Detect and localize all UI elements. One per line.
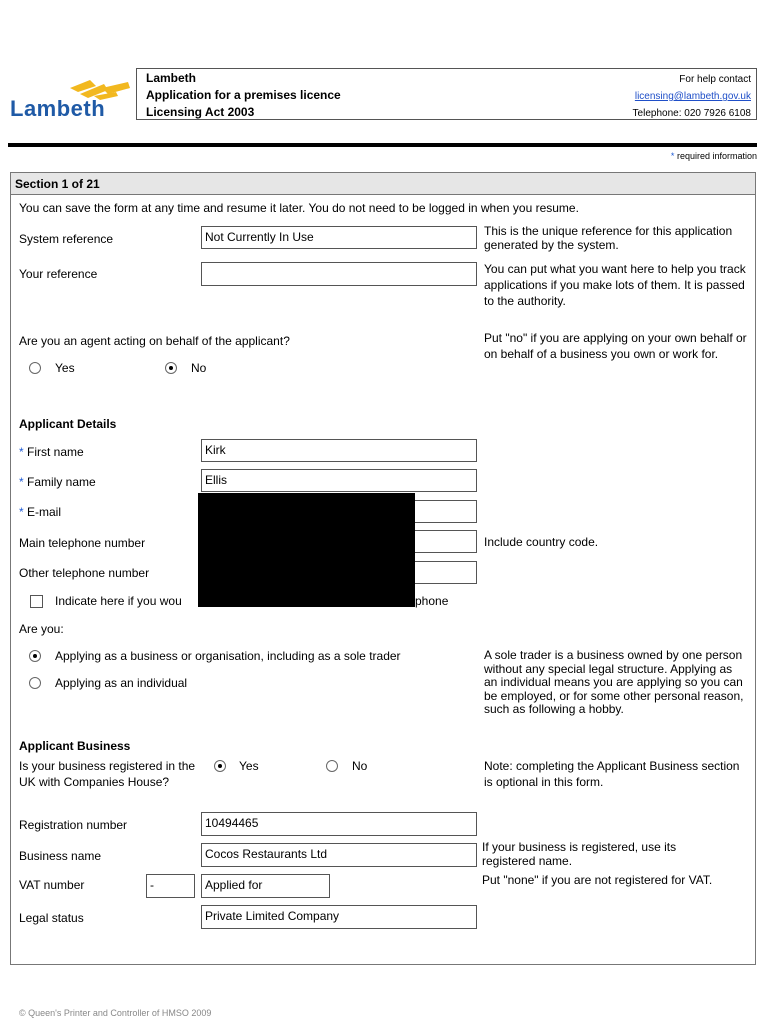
agent-no-label: No (191, 361, 207, 375)
lambeth-logo (8, 76, 133, 124)
first-name-field[interactable]: Kirk (201, 439, 477, 462)
applicant-business-note: Note: completing the Applicant Business section is optional in this form. (484, 759, 740, 789)
family-name-label: * Family name (19, 475, 96, 489)
agent-yes-radio[interactable] (29, 362, 41, 374)
system-reference-label: System reference (19, 232, 114, 246)
main-phone-label: Main telephone number (19, 536, 146, 550)
footer-copyright: © Queen's Printer and Controller of HMSO 2009 (19, 1008, 212, 1018)
agent-yes-label: Yes (55, 361, 75, 375)
section-title: Section 1 of 21 (15, 177, 100, 191)
legal-status-label: Legal status (19, 911, 84, 925)
individual-option-label: Applying as an individual (55, 676, 188, 690)
vat-number-field[interactable]: Applied for (201, 874, 330, 898)
registration-number-label: Registration number (19, 818, 128, 832)
your-reference-label: Your reference (19, 267, 98, 281)
main-phone-hint: Include country code. (484, 535, 599, 549)
header-rule (8, 143, 757, 147)
registered-yes-radio[interactable] (214, 760, 226, 772)
agent-no-radio[interactable] (165, 362, 177, 374)
business-option-radio[interactable] (29, 650, 41, 662)
other-phone-label: Other telephone number (19, 566, 150, 580)
header-box (136, 68, 757, 120)
registered-question: Is your business registered in the UK with Companies House? (19, 759, 196, 789)
your-reference-field[interactable] (201, 262, 477, 286)
help-email-link[interactable]: licensing@lambeth.gov.uk (634, 91, 751, 102)
first-name-label: * First name (19, 445, 84, 459)
individual-option-radio[interactable] (29, 677, 41, 689)
business-name-field[interactable]: Cocos Restaurants Ltd (201, 843, 477, 867)
vat-number-label: VAT number (19, 878, 85, 892)
indicate-checkbox[interactable] (30, 595, 43, 608)
are-you-label: Are you: (19, 622, 64, 636)
family-name-field[interactable]: Ellis (201, 469, 477, 492)
header-org: Lambeth (146, 71, 197, 85)
agent-question: Are you an agent acting on behalf of the applicant? (19, 334, 290, 348)
business-name-hint: If your business is registered, use its registered name. (482, 840, 677, 868)
applicant-business-heading: Applicant Business (19, 739, 131, 753)
section-intro: You can save the form at any time and resume it later. You do not need to be logged in when you resume. (19, 201, 579, 215)
vat-prefix-field[interactable]: - (146, 874, 195, 898)
indicate-label-start: Indicate here if you wou (55, 594, 182, 608)
redaction-block (198, 493, 415, 607)
business-name-label: Business name (19, 849, 102, 863)
help-phone: Telephone: 020 7926 6108 (632, 108, 751, 119)
are-you-hint: A sole trader is a business owned by one person without any special legal structure. Applying as an individual means you are applying so you can be employed, or for some other personal reason, such as following a hobby. (484, 648, 744, 716)
required-note: * required information (670, 151, 757, 161)
your-reference-hint: You can put what you want here to help you track applications if you make lots of them. It is passed to the authority. (484, 262, 746, 308)
legal-status-field[interactable]: Private Limited Company (201, 905, 477, 929)
required-mark: * (670, 151, 675, 161)
agent-hint: Put "no" if you are applying on your own behalf or on behalf of a business you own or work for. (484, 331, 747, 361)
help-label: For help contact (679, 74, 751, 85)
registered-yes-label: Yes (239, 759, 259, 773)
email-label: * E-mail (19, 505, 62, 519)
registered-no-label: No (352, 759, 368, 773)
system-reference-hint: This is the unique reference for this application generated by the system. (484, 224, 733, 252)
section-header (11, 173, 755, 195)
vat-hint: Put "none" if you are not registered for VAT. (482, 873, 713, 887)
business-option-label: Applying as a business or organisation, including as a sole trader (55, 649, 401, 663)
system-reference-field[interactable]: Not Currently In Use (201, 226, 477, 249)
applicant-details-heading: Applicant Details (19, 417, 117, 431)
registered-no-radio[interactable] (326, 760, 338, 772)
header-title: Application for a premises licence (146, 88, 341, 102)
logo-text: Lambeth (10, 96, 106, 121)
indicate-label-end: phone (415, 594, 449, 608)
header-act: Licensing Act 2003 (146, 105, 255, 119)
registration-number-field[interactable]: 10494465 (201, 812, 477, 836)
